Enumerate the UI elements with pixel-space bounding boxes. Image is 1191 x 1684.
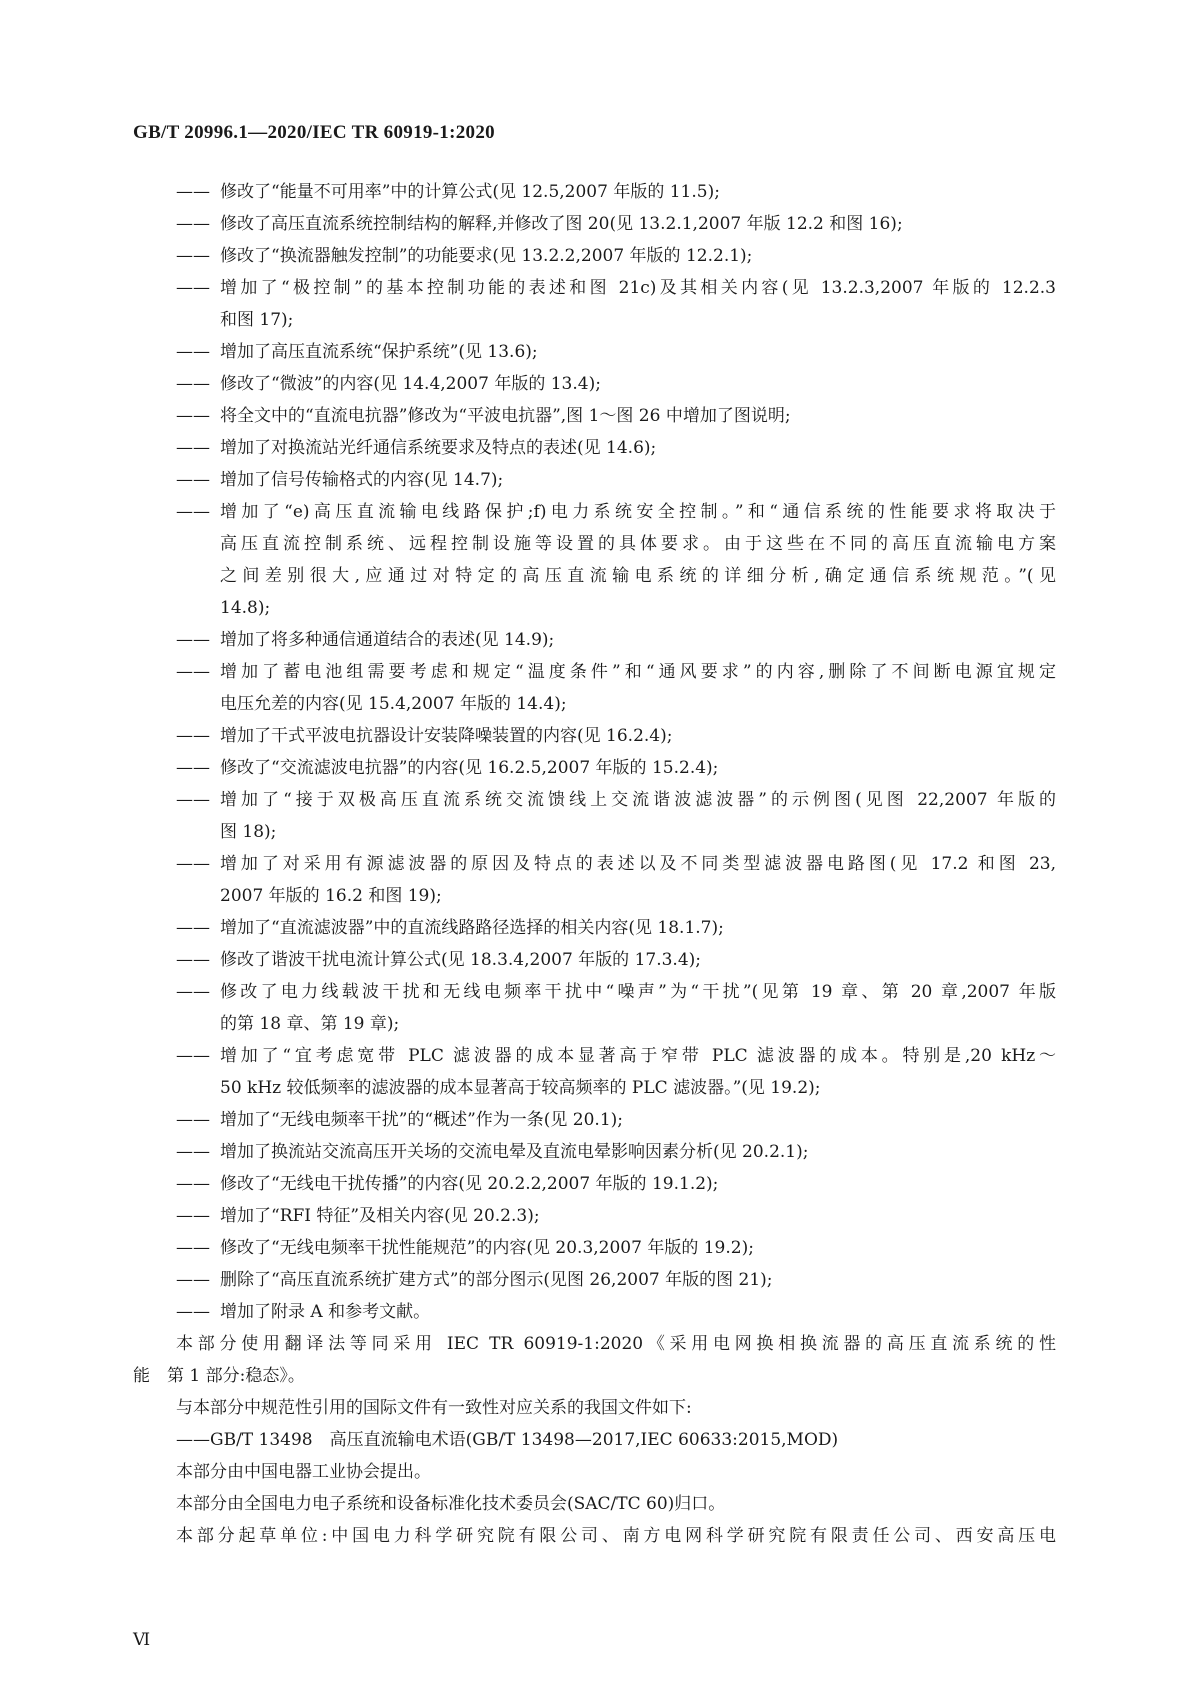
- list-item-text: 增加了换流站交流高压开关场的交流电晕及直流电晕影响因素分析(见 20.2.1);: [220, 1142, 809, 1162]
- page-number: Ⅵ: [133, 1630, 151, 1649]
- list-item-text: 增加了“直流滤波器”中的直流线路路径选择的相关内容(见 18.1.7);: [220, 918, 724, 938]
- document-body: [133, 176, 1056, 1552]
- list-item-continuation: [176, 592, 1056, 624]
- list-item-text: 修改了“能量不可用率”中的计算公式(见 12.5,2007 年版的 11.5);: [220, 182, 720, 202]
- list-dash: ——: [176, 1174, 210, 1194]
- list-item-text: 图 18);: [220, 822, 277, 842]
- list-item-text: 增加了“e)高压直流输电线路保护;f)电力系统安全控制。”和“通信系统的性能要求将取决于: [220, 502, 1056, 522]
- list-item-text: 修改了“微波”的内容(见 14.4,2007 年版的 13.4);: [220, 374, 601, 394]
- list-item-continuation: [176, 560, 1056, 592]
- list-item-text: 增加了“RFI 特征”及相关内容(见 20.2.3);: [220, 1206, 540, 1226]
- list-item-text: 增加了将多种通信通道结合的表述(见 14.9);: [220, 630, 555, 650]
- list-dash: ——: [176, 214, 210, 234]
- list-item-continuation: [176, 304, 1056, 336]
- list-item-continuation: [176, 1072, 1056, 1104]
- list-item: [176, 432, 1056, 464]
- list-item-continuation: [176, 688, 1056, 720]
- list-item-text: 14.8);: [220, 598, 271, 618]
- paragraph-centralized-by: 本部分由全国电力电子系统和设备标准化技术委员会(SAC/TC 60)归口。: [176, 1494, 726, 1514]
- list-item: [176, 912, 1056, 944]
- list-item-text: 增加了“宜考虑宽带 PLC 滤波器的成本显著高于窄带 PLC 滤波器的成本。特别是,20 kHz～: [220, 1046, 1056, 1066]
- list-item: [176, 400, 1056, 432]
- list-dash: ——: [176, 374, 210, 394]
- list-item: [176, 848, 1056, 880]
- list-item-continuation: [176, 528, 1056, 560]
- list-item-text: 增加了附录 A 和参考文献。: [220, 1302, 431, 1322]
- list-item: [176, 944, 1056, 976]
- list-item: [176, 624, 1056, 656]
- list-dash: ——: [176, 758, 210, 778]
- list-dash: ——: [176, 1238, 210, 1258]
- list-item-text: 修改了“无线电频率干扰性能规范”的内容(见 20.3,2007 年版的 19.2);: [220, 1238, 754, 1258]
- list-item-text: 将全文中的“直流电抗器”修改为“平波电抗器”,图 1～图 26 中增加了图说明;: [220, 406, 791, 426]
- list-item: [176, 496, 1056, 528]
- list-item-text: 增加了对换流站光纤通信系统要求及特点的表述(见 14.6);: [220, 438, 657, 458]
- paragraph-correspondence: 与本部分中规范性引用的国际文件有一致性对应关系的我国文件如下:: [176, 1398, 692, 1418]
- paragraph-drafted-by: 本部分起草单位:中国电力科学研究院有限公司、南方电网科学研究院有限责任公司、西安高压电: [176, 1526, 1056, 1546]
- list-item: [176, 336, 1056, 368]
- list-item-text: 和图 17);: [220, 310, 294, 330]
- list-item-text: 高压直流控制系统、远程控制设施等设置的具体要求。由于这些在不同的高压直流输电方案: [220, 534, 1056, 554]
- list-dash: ——: [176, 1270, 210, 1290]
- list-dash: ——: [176, 630, 210, 650]
- list-item-continuation: [176, 1008, 1056, 1040]
- list-item: [176, 1168, 1056, 1200]
- list-dash: ——: [176, 790, 210, 810]
- list-item: [176, 1040, 1056, 1072]
- list-item: [176, 272, 1056, 304]
- list-dash: ——: [176, 182, 210, 202]
- list-item-text: 增加了“极控制”的基本控制功能的表述和图 21c)及其相关内容(见 13.2.3,2007 年版的 12.2.3: [220, 278, 1056, 298]
- list-item-text: 修改了“交流滤波电抗器”的内容(见 16.2.5,2007 年版的 15.2.4);: [220, 758, 719, 778]
- list-item: [176, 784, 1056, 816]
- list-item-text: 之间差别很大,应通过对特定的高压直流输电系统的详细分析,确定通信系统规范。”(见: [220, 566, 1056, 586]
- paragraph-proposed-by: 本部分由中国电器工业协会提出。: [176, 1462, 431, 1482]
- list-item: [176, 240, 1056, 272]
- paragraph-gbt-reference: ——GB/T 13498 高压直流输电术语(GB/T 13498—2017,IEC 60633:2015,MOD): [176, 1430, 839, 1450]
- list-item: [176, 176, 1056, 208]
- list-item: [176, 656, 1056, 688]
- list-dash: ——: [176, 502, 210, 522]
- list-item-text: 增加了蓄电池组需要考虑和规定“温度条件”和“通风要求”的内容,删除了不间断电源宜规定: [220, 662, 1056, 682]
- list-item-text: 50 kHz 较低频率的滤波器的成本显著高于较高频率的 PLC 滤波器。”(见 19.2);: [220, 1078, 821, 1098]
- list-item: [176, 752, 1056, 784]
- list-dash: ——: [176, 470, 210, 490]
- list-item-text: 增加了“无线电频率干扰”的“概述”作为一条(见 20.1);: [220, 1110, 624, 1130]
- list-item-text: 增加了对采用有源滤波器的原因及特点的表述以及不同类型滤波器电路图(见 17.2 和图 23,: [220, 854, 1056, 874]
- list-item: [176, 1264, 1056, 1296]
- list-dash: ——: [176, 1046, 210, 1066]
- list-dash: ——: [176, 726, 210, 746]
- page-header-standard-id: GB/T 20996.1—2020/IEC TR 60919-1:2020: [133, 122, 495, 143]
- list-item-continuation: [176, 880, 1056, 912]
- list-item-text: 修改了电力线载波干扰和无线电频率干扰中“噪声”为“干扰”(见第 19 章、第 20 章,2007 年版: [220, 982, 1056, 1002]
- change-list: [176, 176, 1056, 1328]
- list-dash: ——: [176, 854, 210, 874]
- list-item: [176, 1232, 1056, 1264]
- list-item: [176, 1104, 1056, 1136]
- list-item: [176, 1136, 1056, 1168]
- list-item-text: 修改了“无线电干扰传播”的内容(见 20.2.2,2007 年版的 19.1.2);: [220, 1174, 719, 1194]
- list-item-text: 删除了“高压直流系统扩建方式”的部分图示(见图 26,2007 年版的图 21);: [220, 1270, 773, 1290]
- list-item: [176, 720, 1056, 752]
- list-item-text: 增加了信号传输格式的内容(见 14.7);: [220, 470, 504, 490]
- list-item-text: 的第 18 章、第 19 章);: [220, 1014, 400, 1034]
- list-item-text: 修改了“换流器触发控制”的功能要求(见 13.2.2,2007 年版的 12.2.1);: [220, 246, 753, 266]
- list-item: [176, 1296, 1056, 1328]
- list-item-text: 增加了高压直流系统“保护系统”(见 13.6);: [220, 342, 538, 362]
- list-dash: ——: [176, 278, 210, 298]
- list-item-text: 修改了谐波干扰电流计算公式(见 18.3.4,2007 年版的 17.3.4);: [220, 950, 702, 970]
- list-item-text: 电压允差的内容(见 15.4,2007 年版的 14.4);: [220, 694, 567, 714]
- list-dash: ——: [176, 950, 210, 970]
- list-dash: ——: [176, 662, 210, 682]
- list-item: [176, 368, 1056, 400]
- list-dash: ——: [176, 246, 210, 266]
- list-dash: ——: [176, 1206, 210, 1226]
- list-dash: ——: [176, 1142, 210, 1162]
- list-dash: ——: [176, 406, 210, 426]
- list-item: [176, 464, 1056, 496]
- list-item-text: 增加了“接于双极高压直流系统交流馈线上交流谐波滤波器”的示例图(见图 22,2007 年版的: [220, 790, 1056, 810]
- list-item: [176, 208, 1056, 240]
- paragraph-translation-line-1: 本部分使用翻译法等同采用 IEC TR 60919-1:2020《采用电网换相换流器的高压直流系统的性: [176, 1334, 1056, 1354]
- list-item-text: 修改了高压直流系统控制结构的解释,并修改了图 20(见 13.2.1,2007 年版 12.2 和图 16);: [220, 214, 903, 234]
- list-dash: ——: [176, 982, 210, 1002]
- list-dash: ——: [176, 438, 210, 458]
- list-dash: ——: [176, 1110, 210, 1130]
- list-item: [176, 976, 1056, 1008]
- list-item-text: 2007 年版的 16.2 和图 19);: [220, 886, 442, 906]
- list-dash: ——: [176, 918, 210, 938]
- list-dash: ——: [176, 1302, 210, 1322]
- list-item-continuation: [176, 816, 1056, 848]
- list-dash: ——: [176, 342, 210, 362]
- list-item: [176, 1200, 1056, 1232]
- list-item-text: 增加了干式平波电抗器设计安装降噪装置的内容(见 16.2.4);: [220, 726, 673, 746]
- paragraph-translation-line-2: 能 第 1 部分:稳态》。: [133, 1366, 305, 1386]
